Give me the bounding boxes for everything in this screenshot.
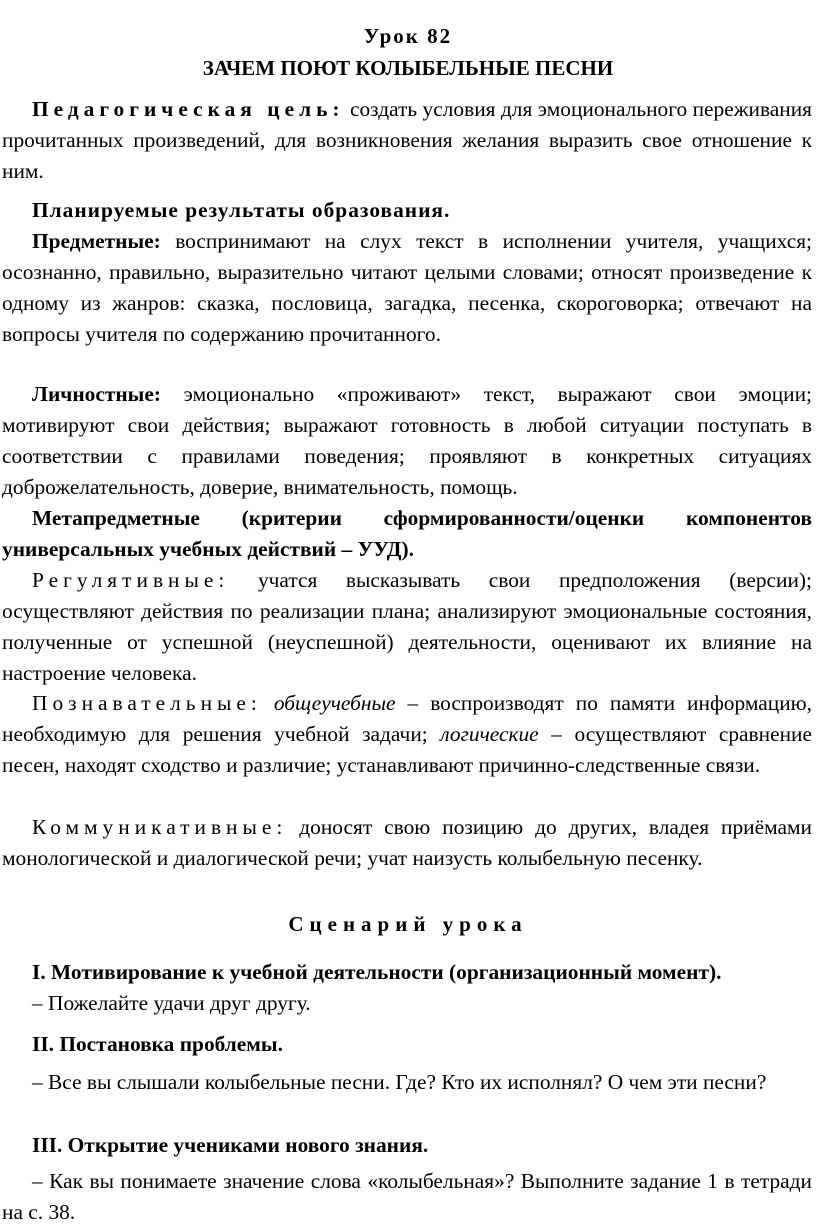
- stage2-heading: II. Постановка проблемы.: [32, 1032, 283, 1056]
- cognitive-general: общеучебные: [273, 691, 396, 715]
- regulatory-label: Регулятивные:: [32, 568, 230, 592]
- cognitive-text-1: – воспроизводят по памяти информацию, необходимую для решения учебной задачи;: [2, 691, 812, 746]
- stage1-heading: I. Мотивирование к учебной деятельности (организационный момент).: [32, 960, 722, 984]
- stage2-text: – Все вы слышали колыбельные песни. Где? Кто их исполнял? О чем эти песни?: [32, 1070, 767, 1094]
- subject-text: воспринимают на слух текст в исполнении учителя, учащихся; осознанно, правильно, выразительно читают целыми словами; относят произведение к одному из жанров: сказка, пословица, загадка, песенка, скороговорка; отвечают на вопросы учителя по содержанию прочитанного.: [2, 229, 812, 346]
- goal-text: создать условия для эмоционального переживания прочитанных произведений, для возникновения желания выразить свое отношение к ним.: [2, 97, 813, 183]
- lesson-number: Урок 82: [363, 24, 453, 48]
- meta-heading: Метапредметные (критерии сформированности/оценки компонентов универсальных учебных действий – УУД).: [2, 506, 812, 561]
- regulatory-text: учатся высказывать свои предположения (версии); осуществляют действия по реализации плана; анализируют эмоциональные состояния, полученные от успешной (неуспешной) деятельности, оценивают их влияние на настроение человека.: [2, 568, 812, 685]
- scenario-heading: Сценарий урока: [288, 912, 528, 936]
- cognitive-logical: логические: [440, 722, 539, 746]
- regulatory-results: [2, 565, 812, 689]
- personal-results: [2, 379, 812, 503]
- stage3-heading: III. Открытие учениками нового знания.: [32, 1133, 429, 1157]
- cognitive-label: Познавательные:: [32, 691, 262, 715]
- lesson-title: ЗАЧЕМ ПОЮТ КОЛЫБЕЛЬНЫЕ ПЕСНИ: [202, 56, 614, 80]
- results-heading: Планируемые результаты образования.: [32, 198, 451, 222]
- personal-label: Личностные:: [32, 382, 161, 406]
- stage1-text: – Пожелайте удачи друг другу.: [32, 991, 311, 1015]
- communicative-text: доносят свою позицию до других, владея приёмами монологической и диалогической речи; учат наизусть колыбельную песенку.: [2, 815, 812, 870]
- communicative-label: Коммуникативные:: [32, 815, 288, 839]
- cognitive-results: [2, 688, 812, 781]
- communicative-results: [2, 812, 812, 874]
- goal-label: Педагогическая цель:: [32, 97, 345, 121]
- subject-results: [2, 226, 812, 350]
- stage3-text: – Как вы понимаете значение слова «колыбельная»? Выполните задание 1 в тетради на с. 38.: [2, 1169, 812, 1224]
- personal-text: эмоционально «проживают» текст, выражают свои эмоции; мотивируют свои действия; выражают готовность в любой ситуации поступать в соответствии с правилами поведения; проявляют в конкретных ситуациях доброжелательность, доверие, внимательность, помощь.: [2, 382, 812, 499]
- subject-label: Предметные:: [32, 229, 161, 253]
- pedagogical-goal: [2, 94, 812, 187]
- cognitive-text-2: – осуществляют сравнение песен, находят сходство и различие; устанавливают причинно-следственные связи.: [2, 722, 812, 777]
